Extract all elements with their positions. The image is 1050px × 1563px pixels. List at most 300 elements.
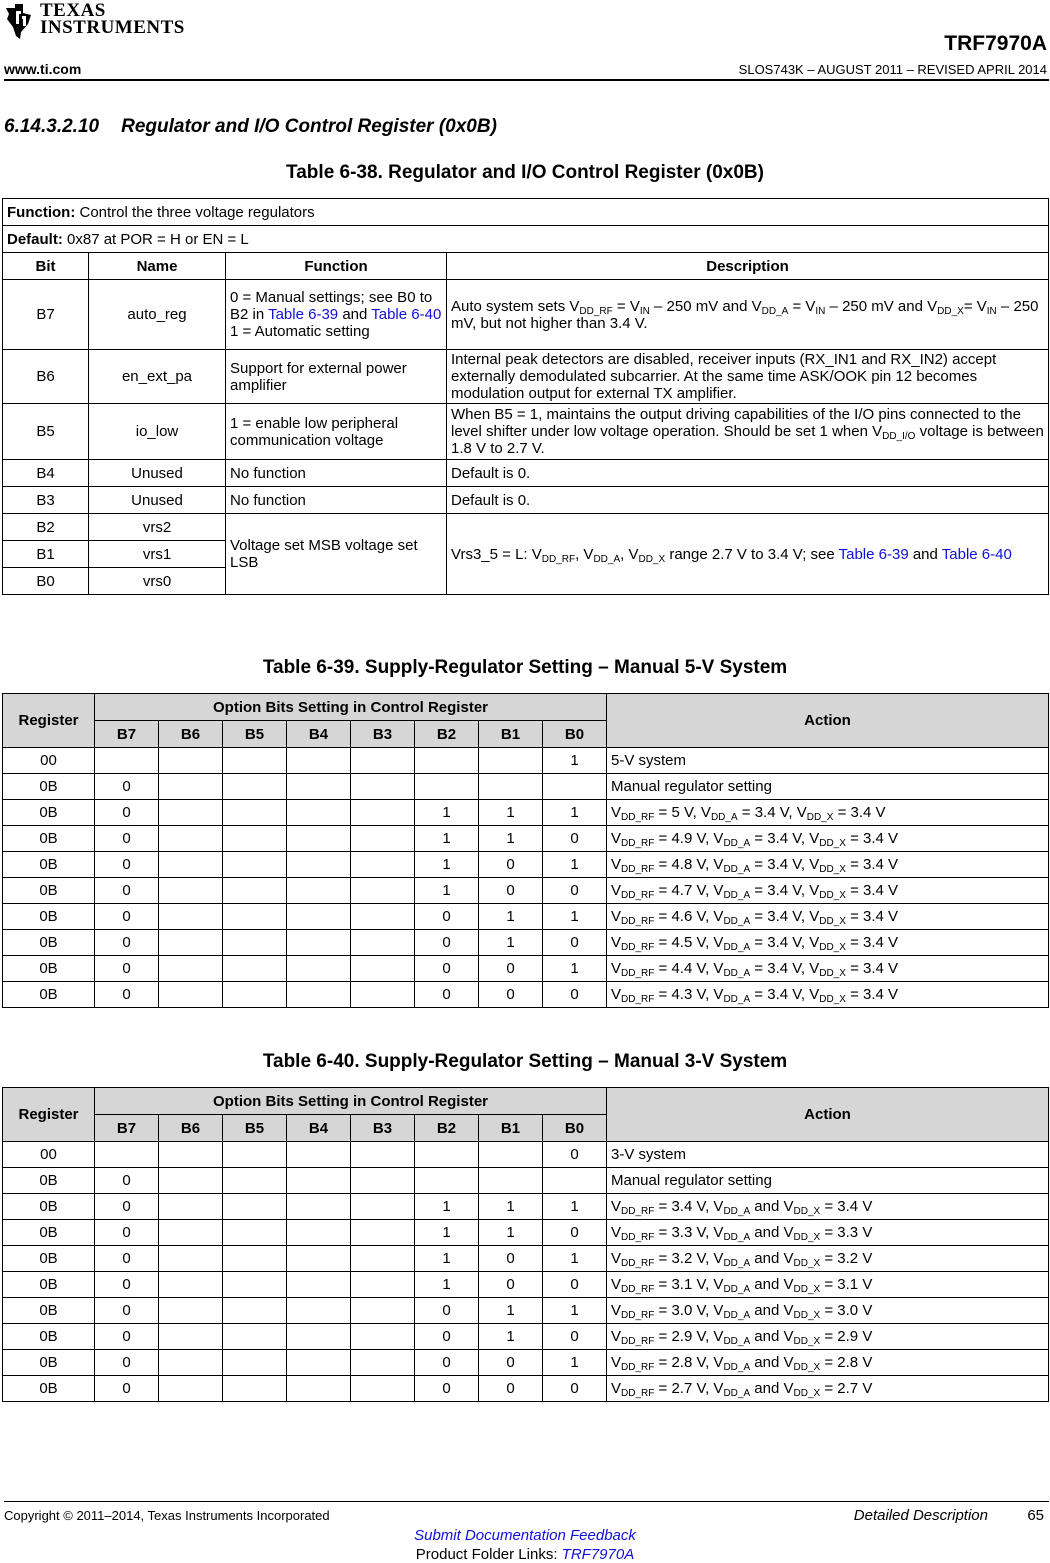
section-number: 6.14.3.2.10 — [4, 116, 100, 137]
table-row — [3, 982, 1049, 1008]
bit-value-cell — [223, 982, 287, 1008]
bit-value-cell — [287, 1194, 351, 1220]
bit-cell: B7 — [3, 280, 89, 350]
ti-logo — [4, 2, 185, 40]
function-label: Function: — [7, 203, 76, 221]
name-cell: vrs0 — [89, 568, 226, 595]
bit-value-cell — [159, 930, 223, 956]
table-row — [3, 1324, 1049, 1350]
bit-value-cell — [351, 1194, 415, 1220]
description-cell: Auto system sets $V_{DD\_RF} = V_{IN} - 250$ mV and $V_{DD\_A} = V_{IN} - 250$ mV and $V_{DD\_X}= V_{IN} - 250$ mV, but not higher than 3.4 V. — [447, 280, 1049, 350]
default-label: Default: — [7, 230, 63, 248]
bit-value-cell: 1 — [479, 1298, 543, 1324]
bit-value-cell: 0 — [415, 904, 479, 930]
bit-value-cell: 0 — [479, 852, 543, 878]
bit-value-cell — [223, 1220, 287, 1246]
bit-value-cell: 0 — [543, 982, 607, 1008]
col-header-function: Function — [226, 253, 447, 280]
col-header-description: Description — [447, 253, 1049, 280]
bit-value-cell — [159, 878, 223, 904]
bit-value-cell — [287, 1142, 351, 1168]
bit-value-cell — [351, 982, 415, 1008]
bit-value-cell — [415, 1168, 479, 1194]
table-row — [3, 1298, 1049, 1324]
bit-value-cell — [159, 904, 223, 930]
bit-value-cell — [223, 930, 287, 956]
bit-value-cell — [223, 1272, 287, 1298]
bit-value-cell — [351, 826, 415, 852]
function-cell: No function — [226, 487, 447, 514]
description-cell: Default is 0. — [447, 487, 1049, 514]
bit-value-cell — [287, 1168, 351, 1194]
bit-value-cell — [95, 1142, 159, 1168]
bit-value-cell: 0 — [543, 1324, 607, 1350]
bit-value-cell: 0 — [95, 878, 159, 904]
bit-header: B0 — [543, 721, 607, 748]
bit-header: B3 — [351, 721, 415, 748]
bit-value-cell: 0 — [479, 1376, 543, 1402]
function-cell: Voltage set MSB voltage set LSB — [226, 514, 447, 595]
bit-header: B4 — [287, 1115, 351, 1142]
bit-value-cell: 0 — [95, 800, 159, 826]
bit-value-cell — [351, 1272, 415, 1298]
table-row — [3, 1220, 1049, 1246]
bit-value-cell — [223, 852, 287, 878]
bit-value-cell — [95, 748, 159, 774]
bit-value-cell — [159, 1350, 223, 1376]
name-cell: vrs1 — [89, 541, 226, 568]
register-cell: 0B — [3, 1194, 95, 1220]
bit-value-cell — [351, 904, 415, 930]
action-cell: $V_{DD\_RF} = 4.7$ V, $V_{DD\_A} = 3.4$ V, $V_{DD\_X} = 3.4$ V — [607, 878, 1049, 904]
col-header-name: Name — [89, 253, 226, 280]
function-cell: Support for external power amplifier — [226, 350, 447, 404]
page-number: 65 — [1027, 1507, 1044, 1524]
bit-value-cell — [223, 774, 287, 800]
bit-cell: B2 — [3, 514, 89, 541]
action-cell: $V_{DD\_RF} = 4.3$ V, $V_{DD\_A} = 3.4$ V, $V_{DD\_X} = 3.4$ V — [607, 982, 1049, 1008]
product-folder-link[interactable]: TRF7970A — [561, 1546, 635, 1563]
bit-value-cell: 0 — [95, 1168, 159, 1194]
bit-value-cell: 0 — [95, 956, 159, 982]
bit-value-cell — [287, 1298, 351, 1324]
submit-feedback-link[interactable]: Submit Documentation Feedback — [414, 1527, 636, 1544]
bit-value-cell: 0 — [479, 1272, 543, 1298]
bit-value-cell: 0 — [479, 1246, 543, 1272]
bit-value-cell — [223, 1142, 287, 1168]
bit-value-cell: 1 — [415, 1272, 479, 1298]
bit-value-cell: 1 — [543, 1194, 607, 1220]
bit-value-cell — [159, 800, 223, 826]
bit-value-cell — [287, 852, 351, 878]
bit-value-cell — [159, 852, 223, 878]
bit-header: B1 — [479, 1115, 543, 1142]
bit-value-cell: 1 — [479, 930, 543, 956]
bit-value-cell — [159, 774, 223, 800]
bit-value-cell — [223, 1350, 287, 1376]
bit-cell: B5 — [3, 404, 89, 460]
action-cell: 5-V system — [607, 748, 1049, 774]
default-text: 0x87 at POR = H or EN = L — [67, 230, 249, 248]
bit-value-cell — [351, 1324, 415, 1350]
bit-value-cell: 0 — [415, 930, 479, 956]
bit-value-cell — [159, 982, 223, 1008]
bit-value-cell — [287, 878, 351, 904]
copyright: Copyright © 2011–2014, Texas Instruments Incorporated — [4, 1508, 330, 1523]
bit-header: B6 — [159, 1115, 223, 1142]
table-row — [3, 1194, 1049, 1220]
bit-value-cell — [351, 774, 415, 800]
bit-value-cell — [351, 1350, 415, 1376]
footer-section-name: Detailed Description — [853, 1507, 988, 1524]
bit-value-cell: 0 — [95, 1324, 159, 1350]
bit-value-cell — [351, 852, 415, 878]
bit-value-cell: 0 — [95, 930, 159, 956]
bit-value-cell — [479, 1142, 543, 1168]
bit-value-cell: 0 — [543, 1142, 607, 1168]
action-cell: $V_{DD\_RF} = 2.9$ V, $V_{DD\_A}$ and $V_{DD\_X} = 2.9$ V — [607, 1324, 1049, 1350]
bit-value-cell — [223, 800, 287, 826]
bit-value-cell — [159, 1142, 223, 1168]
bit-value-cell — [287, 800, 351, 826]
bit-value-cell — [159, 1298, 223, 1324]
table-6-38-caption: Table 6-38. Regulator and I/O Control Register (0x0B) — [286, 162, 764, 183]
bit-value-cell — [415, 1142, 479, 1168]
action-cell: $V_{DD\_RF} = 3.4$ V, $V_{DD\_A}$ and $V_{DD\_X} = 3.4$ V — [607, 1194, 1049, 1220]
bit-value-cell: 0 — [95, 982, 159, 1008]
table-row — [3, 1168, 1049, 1194]
bit-value-cell: 1 — [415, 1246, 479, 1272]
bit-value-cell — [287, 1376, 351, 1402]
bit-value-cell: 0 — [95, 1298, 159, 1324]
description-cell: Default is 0. — [447, 460, 1049, 487]
table-link[interactable]: Table 6-39 — [268, 306, 339, 323]
bit-header: B7 — [95, 721, 159, 748]
table-row — [3, 748, 1049, 774]
bit-cell: B6 — [3, 350, 89, 404]
section-heading — [4, 116, 497, 138]
bit-value-cell: 1 — [543, 852, 607, 878]
table-row — [3, 956, 1049, 982]
bit-value-cell: 1 — [479, 1324, 543, 1350]
bit-value-cell — [287, 956, 351, 982]
register-cell: 0B — [3, 1220, 95, 1246]
table-6-40-caption: Table 6-40. Supply-Regulator Setting – Manual 3-V System — [262, 1051, 788, 1072]
bit-value-cell — [287, 1220, 351, 1246]
bit-value-cell — [351, 800, 415, 826]
table-6-38 — [2, 198, 1049, 595]
function-cell: 1 = enable low peripheral communication voltage — [226, 404, 447, 460]
table-link[interactable]: Table 6-40 — [371, 306, 442, 323]
bit-value-cell: 0 — [543, 1376, 607, 1402]
bit-cell: B1 — [3, 541, 89, 568]
register-header: Register — [3, 1088, 95, 1142]
bit-value-cell — [223, 826, 287, 852]
register-cell: 0B — [3, 1376, 95, 1402]
bit-value-cell — [223, 1324, 287, 1350]
name-cell: Unused — [89, 460, 226, 487]
bit-value-cell: 1 — [415, 800, 479, 826]
register-cell: 0B — [3, 826, 95, 852]
table-row — [3, 1350, 1049, 1376]
action-cell: $V_{DD\_RF} = 4.6$ V, $V_{DD\_A} = 3.4$ V, $V_{DD\_X} = 3.4$ V — [607, 904, 1049, 930]
register-cell: 00 — [3, 1142, 95, 1168]
bit-value-cell: 0 — [95, 1272, 159, 1298]
action-cell: $V_{DD\_RF} = 4.4$ V, $V_{DD\_A} = 3.4$ V, $V_{DD\_X} = 3.4$ V — [607, 956, 1049, 982]
register-cell: 0B — [3, 878, 95, 904]
register-header: Register — [3, 694, 95, 748]
register-cell: 0B — [3, 800, 95, 826]
action-cell: $V_{DD\_RF} = 4.9$ V, $V_{DD\_A} = 3.4$ V, $V_{DD\_X} = 3.4$ V — [607, 826, 1049, 852]
table-row — [3, 1142, 1049, 1168]
table-row — [3, 930, 1049, 956]
bit-value-cell: 1 — [543, 1246, 607, 1272]
bit-value-cell — [351, 1220, 415, 1246]
register-cell: 0B — [3, 956, 95, 982]
default-row — [3, 226, 1049, 253]
bit-value-cell: 0 — [95, 1376, 159, 1402]
bit-value-cell: 0 — [95, 904, 159, 930]
section-title: Regulator and I/O Control Register (0x0B) — [121, 116, 497, 137]
table-6-39-caption: Table 6-39. Supply-Regulator Setting – Manual 5-V System — [262, 657, 788, 678]
action-cell: 3-V system — [607, 1142, 1049, 1168]
bit-header: B3 — [351, 1115, 415, 1142]
bit-value-cell — [479, 748, 543, 774]
register-cell: 0B — [3, 982, 95, 1008]
bit-value-cell: 0 — [543, 878, 607, 904]
register-bit-row — [3, 280, 1049, 350]
register-cell: 0B — [3, 774, 95, 800]
bit-value-cell — [543, 1168, 607, 1194]
action-cell: Manual regulator setting — [607, 1168, 1049, 1194]
option-bits-header: Option Bits Setting in Control Register — [95, 694, 607, 721]
bit-value-cell: 0 — [415, 982, 479, 1008]
bit-value-cell — [287, 930, 351, 956]
bit-value-cell — [159, 1376, 223, 1402]
bit-value-cell — [223, 956, 287, 982]
bit-value-cell: 1 — [479, 1220, 543, 1246]
bit-value-cell — [351, 1246, 415, 1272]
table-row — [3, 826, 1049, 852]
bit-value-cell — [287, 826, 351, 852]
bit-value-cell — [159, 1246, 223, 1272]
bit-value-cell — [351, 1376, 415, 1402]
bit-value-cell — [223, 1246, 287, 1272]
part-number: TRF7970A — [944, 32, 1047, 55]
bit-value-cell: 0 — [95, 852, 159, 878]
bit-value-cell — [351, 1142, 415, 1168]
bit-value-cell — [351, 956, 415, 982]
website-link[interactable]: www.ti.com — [4, 61, 82, 77]
bit-value-cell — [287, 1350, 351, 1376]
logo-text-line2: INSTRUMENTS — [40, 17, 185, 38]
logo-text-line1: TEXAS — [40, 0, 106, 21]
bit-value-cell — [351, 930, 415, 956]
action-cell: $V_{DD\_RF} = 2.7$ V, $V_{DD\_A}$ and $V_{DD\_X} = 2.7$ V — [607, 1376, 1049, 1402]
document-id: SLOS743K – AUGUST 2011 – REVISED APRIL 2014 — [738, 62, 1047, 77]
bit-value-cell — [351, 1168, 415, 1194]
function-text: Control the three voltage regulators — [79, 203, 315, 221]
bit-value-cell: 0 — [415, 1350, 479, 1376]
bit-value-cell — [159, 826, 223, 852]
bit-value-cell: 1 — [479, 904, 543, 930]
bit-header: B2 — [415, 1115, 479, 1142]
bit-value-cell — [159, 1324, 223, 1350]
bit-header: B5 — [223, 1115, 287, 1142]
bit-value-cell — [223, 748, 287, 774]
bit-value-cell: 1 — [415, 826, 479, 852]
register-bit-row — [3, 514, 1049, 541]
bit-header: B4 — [287, 721, 351, 748]
bit-header: B0 — [543, 1115, 607, 1142]
name-cell: Unused — [89, 487, 226, 514]
name-cell: en_ext_pa — [89, 350, 226, 404]
table-link[interactable]: Table 6-39 — [838, 545, 909, 563]
bit-value-cell — [415, 774, 479, 800]
table-6-40-body — [3, 1142, 1049, 1402]
bit-value-cell: 1 — [415, 878, 479, 904]
table-row — [3, 878, 1049, 904]
table-6-39 — [2, 693, 1049, 1008]
option-bits-header: Option Bits Setting in Control Register — [95, 1088, 607, 1115]
register-cell: 0B — [3, 1168, 95, 1194]
bit-value-cell — [479, 1168, 543, 1194]
bit-value-cell: 1 — [415, 852, 479, 878]
table-row — [3, 800, 1049, 826]
bit-value-cell — [159, 1168, 223, 1194]
bit-value-cell — [223, 878, 287, 904]
action-cell: Manual regulator setting — [607, 774, 1049, 800]
action-cell: $V_{DD\_RF} = 3.0$ V, $V_{DD\_A}$ and $V_{DD\_X} = 3.0$ V — [607, 1298, 1049, 1324]
register-cell: 0B — [3, 904, 95, 930]
description-cell: When B5 = 1, maintains the output driving capabilities of the I/O pins connected to the level shifter under low voltage operation. Should be set 1 when $V_{DD\_I/O}$ voltage is between 1.8 V to 2.7 V. — [447, 404, 1049, 460]
bit-value-cell: 1 — [543, 956, 607, 982]
bit-value-cell: 0 — [95, 1246, 159, 1272]
bit-header: B7 — [95, 1115, 159, 1142]
name-cell: io_low — [89, 404, 226, 460]
footer-divider — [4, 1501, 1049, 1502]
register-cell: 0B — [3, 1246, 95, 1272]
bit-value-cell — [287, 1246, 351, 1272]
ti-logo-icon — [4, 2, 34, 40]
action-cell: $V_{DD\_RF} = 5$ V, $V_{DD\_A} = 3.4$ V, $V_{DD\_X} = 3.4$ V — [607, 800, 1049, 826]
bit-value-cell: 1 — [479, 826, 543, 852]
bit-value-cell — [543, 774, 607, 800]
bit-value-cell: 1 — [543, 904, 607, 930]
bit-value-cell — [159, 1194, 223, 1220]
bit-value-cell: 0 — [95, 1220, 159, 1246]
bit-value-cell — [159, 956, 223, 982]
bit-cell: B0 — [3, 568, 89, 595]
bit-value-cell: 1 — [479, 800, 543, 826]
bit-value-cell: 0 — [415, 956, 479, 982]
table-row — [3, 1272, 1049, 1298]
bit-header: B5 — [223, 721, 287, 748]
bit-value-cell — [159, 1220, 223, 1246]
function-cell: No function — [226, 460, 447, 487]
bit-value-cell — [287, 1272, 351, 1298]
register-cell: 0B — [3, 1272, 95, 1298]
register-cell: 0B — [3, 1298, 95, 1324]
register-bit-row — [3, 460, 1049, 487]
bit-value-cell: 0 — [543, 1220, 607, 1246]
bit-value-cell — [351, 1298, 415, 1324]
bit-value-cell: 0 — [479, 982, 543, 1008]
register-cell: 0B — [3, 852, 95, 878]
bit-value-cell — [159, 1272, 223, 1298]
table-row — [3, 852, 1049, 878]
bit-value-cell — [223, 1376, 287, 1402]
bit-value-cell: 0 — [95, 826, 159, 852]
action-cell: $V_{DD\_RF} = 4.8$ V, $V_{DD\_A} = 3.4$ V, $V_{DD\_X} = 3.4$ V — [607, 852, 1049, 878]
bit-header: B2 — [415, 721, 479, 748]
bit-header: B1 — [479, 721, 543, 748]
bit-value-cell: 1 — [543, 1298, 607, 1324]
description-cell: Vrs3_5 = L: $V_{DD\_RF}$, $V_{DD\_A}$, $V_{DD\_X}$ range 2.7 V to 3.4 V; see Table 6-39 and Table 6-40 — [447, 514, 1049, 595]
bit-value-cell: 0 — [543, 826, 607, 852]
bit-value-cell — [415, 748, 479, 774]
action-header: Action — [607, 694, 1049, 748]
bit-header: B6 — [159, 721, 223, 748]
bit-value-cell: 1 — [543, 800, 607, 826]
bit-value-cell: 0 — [479, 878, 543, 904]
table-row — [3, 774, 1049, 800]
bit-value-cell — [287, 904, 351, 930]
table-link[interactable]: Table 6-40 — [941, 545, 1012, 563]
register-cell: 0B — [3, 1324, 95, 1350]
bit-value-cell — [287, 748, 351, 774]
register-cell: 00 — [3, 748, 95, 774]
action-cell: $V_{DD\_RF} = 4.5$ V, $V_{DD\_A} = 3.4$ V, $V_{DD\_X} = 3.4$ V — [607, 930, 1049, 956]
header-divider — [4, 79, 1049, 81]
bit-value-cell — [479, 774, 543, 800]
action-header: Action — [607, 1088, 1049, 1142]
bit-value-cell: 0 — [95, 1350, 159, 1376]
table-row — [3, 1246, 1049, 1272]
description-cell: Internal peak detectors are disabled, receiver inputs (RX_IN1 and RX_IN2) accept externally demodulated subcarrier. At the same time ASK/OOK pin 12 becomes modulation output for external TX amplifier. — [447, 350, 1049, 404]
bit-value-cell: 0 — [543, 1272, 607, 1298]
bit-value-cell: 0 — [415, 1298, 479, 1324]
bit-value-cell — [287, 774, 351, 800]
bit-value-cell: 1 — [479, 1194, 543, 1220]
col-header-bit: Bit — [3, 253, 89, 280]
register-cell: 0B — [3, 930, 95, 956]
register-bit-row — [3, 404, 1049, 460]
table-6-38-body — [3, 253, 1049, 595]
bit-value-cell: 0 — [95, 1194, 159, 1220]
bit-value-cell: 1 — [415, 1220, 479, 1246]
bit-value-cell — [223, 1298, 287, 1324]
table-row — [3, 904, 1049, 930]
bit-value-cell — [159, 748, 223, 774]
table-row — [3, 1376, 1049, 1402]
name-cell: vrs2 — [89, 514, 226, 541]
bit-value-cell: 0 — [415, 1376, 479, 1402]
bit-value-cell: 0 — [479, 1350, 543, 1376]
bit-value-cell — [351, 878, 415, 904]
bit-value-cell: 1 — [543, 748, 607, 774]
bit-value-cell — [351, 748, 415, 774]
bit-value-cell: 0 — [415, 1324, 479, 1350]
bit-value-cell: 0 — [95, 774, 159, 800]
product-folder-label: Product Folder Links: — [415, 1546, 562, 1563]
table-6-39-body — [3, 748, 1049, 1008]
action-cell: $V_{DD\_RF} = 2.8$ V, $V_{DD\_A}$ and $V_{DD\_X} = 2.8$ V — [607, 1350, 1049, 1376]
product-folder-links — [0, 1546, 1050, 1563]
function-cell: 0 = Manual settings; see B0 to B2 in Table 6-39 and Table 6-40 1 = Automatic setting — [226, 280, 447, 350]
register-bit-row — [3, 350, 1049, 404]
table-6-40 — [2, 1087, 1049, 1402]
